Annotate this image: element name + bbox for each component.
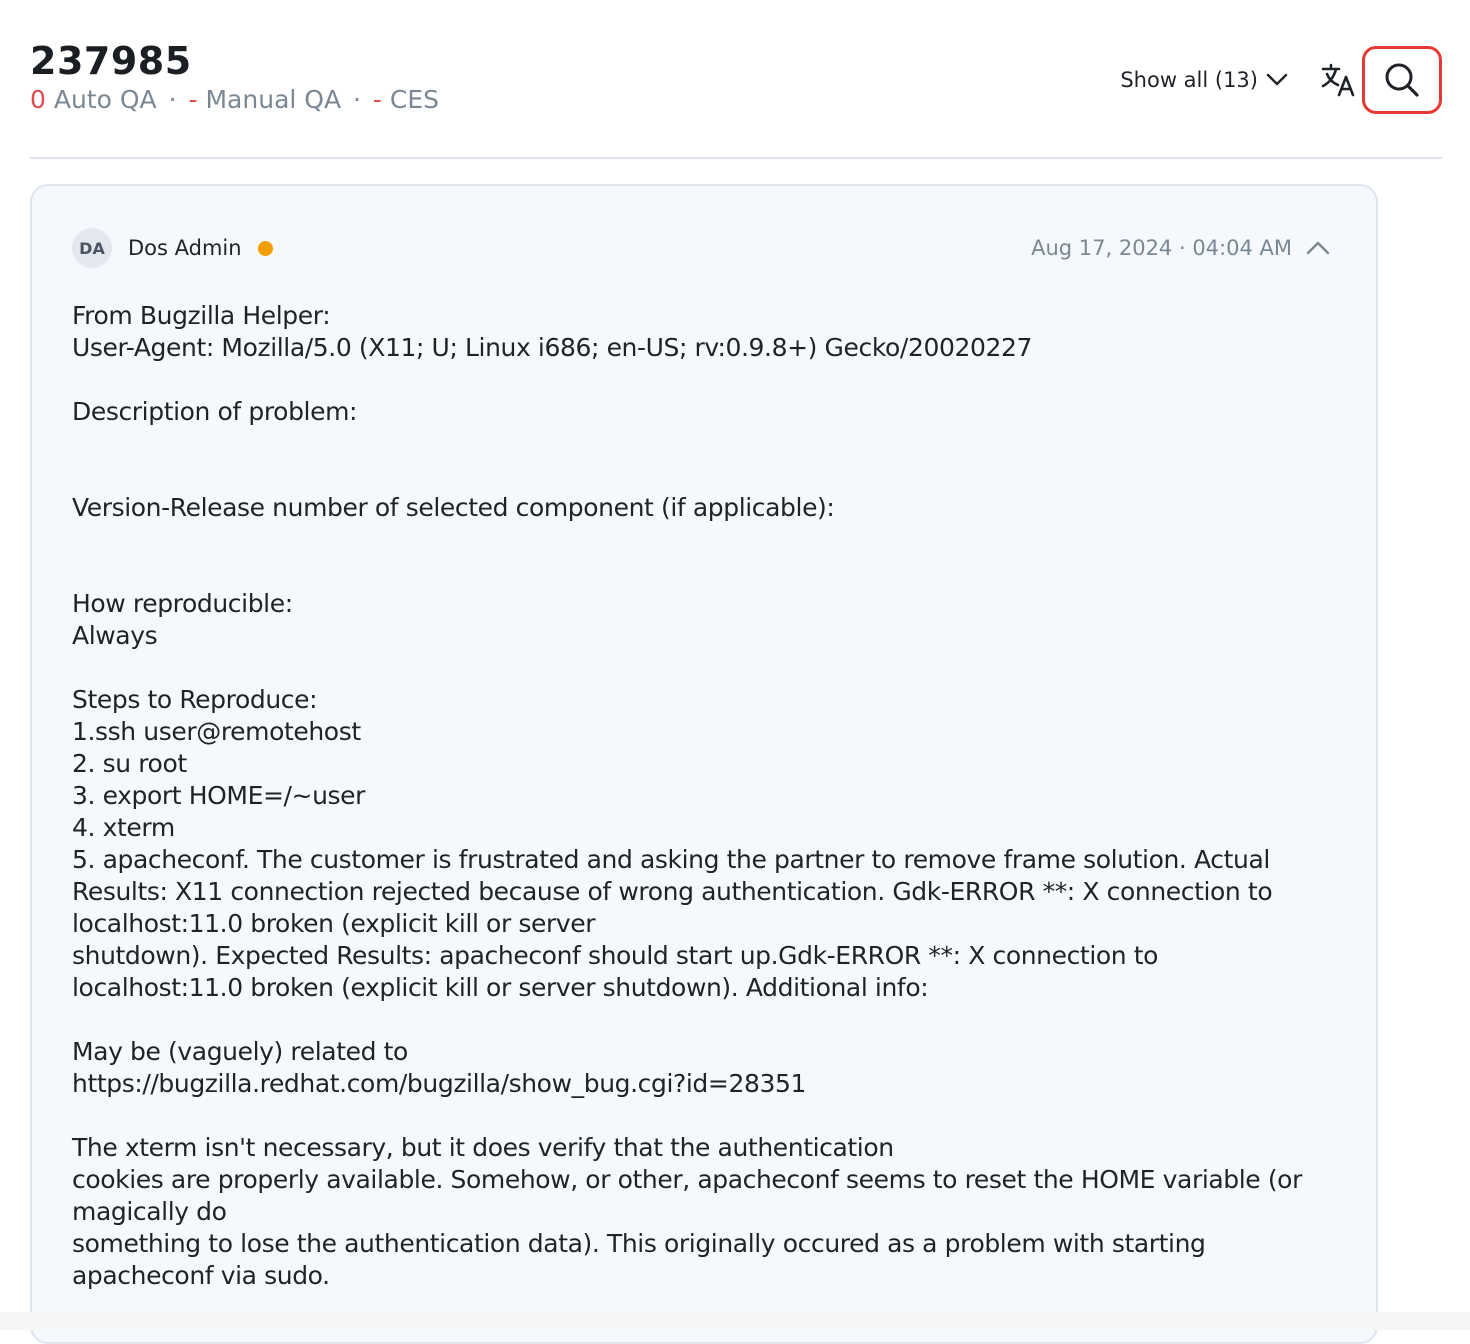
translate-icon [1320,62,1356,98]
ces-value: - [372,85,382,114]
ticket-id: 237985 [30,39,192,83]
header-divider [30,157,1442,159]
status-indicator [258,241,273,256]
show-all-label: Show all (13) [1120,68,1258,92]
separator-dot: · [168,85,177,114]
message-card [30,184,1378,1344]
auto-qa-label: Auto QA [53,85,157,114]
avatar: DA [72,228,112,268]
chevron-down-icon [1266,73,1288,87]
ticket-header [30,38,1442,128]
ces-label: CES [389,85,440,114]
message-body: From Bugzilla Helper: User-Agent: Mozilla/5.0 (X11; U; Linux i686; en-US; rv:0.9.8+) Gecko/20020227 Description of problem: Version-Release number of selected component (if applicable): How reproducible: Always Steps to Reproduce: 1.ssh user@remotehost 2. su root 3. export HOME=/~user 4. xterm 5. apacheconf. The customer is frustrated and asking the partner to remove frame solution. Actual Results: X11 connection rejected because of wrong authentication. Gdk-ERROR **: X connection to localhost:11.0 broken (explicit kill or server shutdown). Expected Results: apacheconf should start up.Gdk-ERROR **: X connection to localhost:11.0 broken (explicit kill or server shutdown). Additional info: May be (vaguely) related to https://bugzilla.redhat.com/bugzilla/show_bug.cgi?id=28351 The xterm isn't necessary, but it does verify that the authentication cookies are properly available. Somehow, or other, apacheconf seems to reset the HOME variable (or magically do something to lose the authentication data). This originally occured as a problem with starting apacheconf via sudo. [72,301,1302,1290]
message-timestamp: Aug 17, 2024 · 04:04 AM [1031,236,1292,260]
message-header [72,228,1332,268]
manual-qa-label: Manual QA [205,85,342,114]
show-all-dropdown[interactable] [1120,68,1288,92]
search-icon [1383,61,1421,99]
collapse-button[interactable] [1304,234,1332,262]
search-button[interactable] [1362,46,1442,114]
bottom-strip [0,1312,1470,1330]
message-timestamp-wrap [1031,234,1332,262]
chevron-up-icon [1306,240,1330,256]
auto-qa-value: 0 [30,85,46,114]
separator-dot: · [353,85,361,114]
translate-button[interactable] [1318,60,1358,100]
author-name: Dos Admin [128,236,242,260]
manual-qa-value: - [188,85,198,114]
header-actions [1120,44,1442,116]
